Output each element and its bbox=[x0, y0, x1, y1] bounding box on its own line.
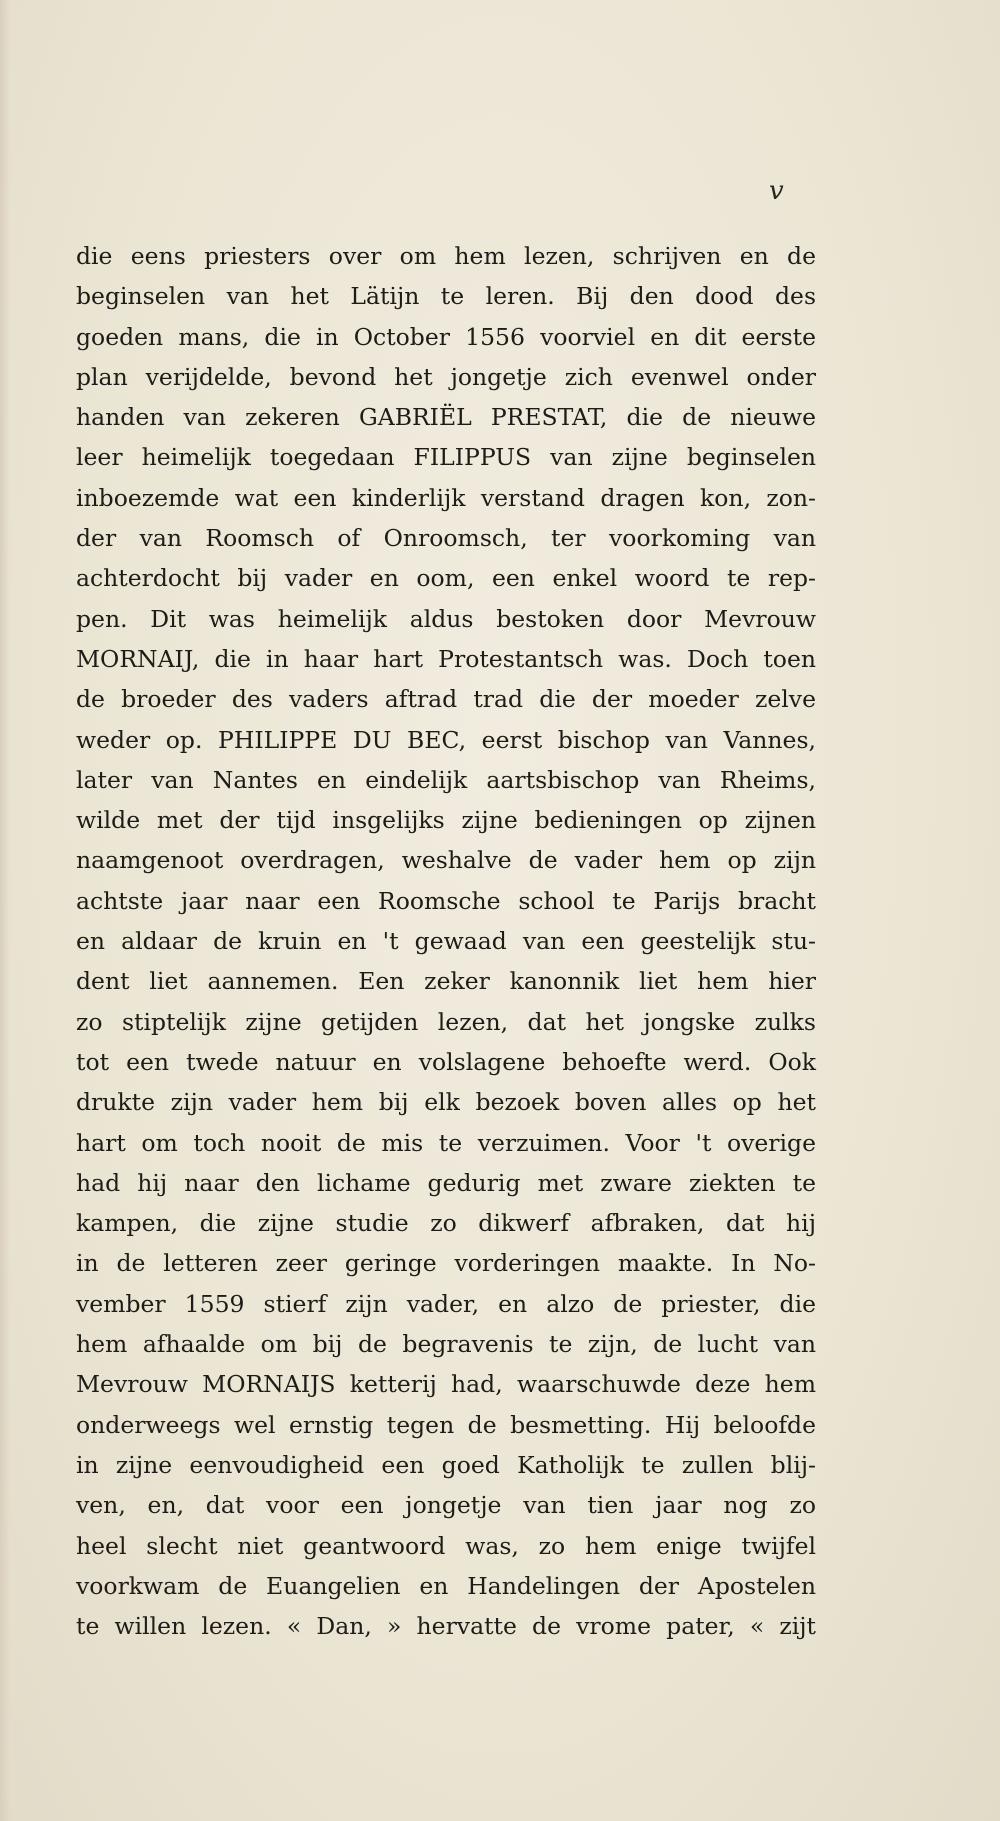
text-line: hem afhaalde om bij de begravenis te zijn, de lucht van bbox=[76, 1330, 816, 1359]
page-edge-shadow bbox=[0, 0, 10, 1821]
text-line: die eens priesters over om hem lezen, schrijven en de bbox=[76, 242, 816, 270]
text-line: beginselen van het Lätijn te leren. Bij den dood des bbox=[76, 282, 816, 311]
text-line: later van Nantes en eindelijk aartsbischop van Rheims, bbox=[76, 765, 816, 794]
text-line: vember 1559 stierf zijn vader, en alzo de priester, die bbox=[76, 1289, 816, 1318]
text-line: tot een twede natuur en volslagene behoefte werd. Ook bbox=[76, 1047, 816, 1076]
text-line: ven, en, dat voor een jongetje van tien jaar nog zo bbox=[76, 1491, 816, 1520]
text-line: plan verijdelde, bevond het jongetje zich evenwel onder bbox=[76, 362, 816, 391]
text-line: in zijne eenvoudigheid een goed Katholijk te zullen blij- bbox=[76, 1450, 816, 1479]
text-line: in de letteren zeer geringe vorderingen maakte. In No- bbox=[76, 1249, 816, 1278]
text-line: der van Roomsch of Onroomsch, ter voorkoming van bbox=[76, 524, 816, 553]
text-line: en aldaar de kruin en 't gewaad van een geestelijk stu- bbox=[76, 927, 816, 956]
text-line: pen. Dit was heimelijk aldus bestoken door Mevrouw bbox=[76, 604, 816, 633]
text-line: heel slecht niet geantwoord was, zo hem enige twijfel bbox=[76, 1531, 816, 1560]
text-line: voorkwam de Euangelien en Handelingen der Apostelen bbox=[76, 1571, 816, 1600]
text-line: MORNAIJ, die in haar hart Protestantsch was. Doch toen bbox=[76, 644, 816, 673]
body-text bbox=[76, 236, 816, 1646]
text-line: handen van zekeren GABRIËL PRESTAT, die de nieuwe bbox=[76, 403, 816, 432]
text-line: kampen, die zijne studie zo dikwerf afbraken, dat hij bbox=[76, 1209, 816, 1238]
text-line: te willen lezen. « Dan, » hervatte de vrome pater, « zijt bbox=[76, 1612, 816, 1641]
text-line: naamgenoot overdragen, weshalve de vader hem op zijn bbox=[76, 846, 816, 875]
text-line: Mevrouw MORNAIJS ketterij had, waarschuwde deze hem bbox=[76, 1370, 816, 1399]
text-line: weder op. PHILIPPE DU BEC, eerst bischop van Vannes, bbox=[76, 725, 816, 754]
text-line: onderweegs wel ernstig tegen de besmetting. Hij beloofde bbox=[76, 1410, 816, 1439]
text-line: inboezemde wat een kinderlijk verstand dragen kon, zon- bbox=[76, 483, 816, 512]
text-line: de broeder des vaders aftrad trad die der moeder zelve bbox=[76, 685, 816, 714]
text-line: dent liet aannemen. Een zeker kanonnik liet hem hier bbox=[76, 967, 816, 996]
text-line: wilde met der tijd insgelijks zijne bedieningen op zijnen bbox=[76, 806, 816, 835]
text-line: hart om toch nooit de mis te verzuimen. Voor 't overige bbox=[76, 1128, 816, 1157]
text-line: achtste jaar naar een Roomsche school te Parijs bracht bbox=[76, 886, 816, 915]
text-line: zo stiptelijk zijne getijden lezen, dat het jongske zulks bbox=[76, 1007, 816, 1036]
text-line: leer heimelijk toegedaan FILIPPUS van zijne beginselen bbox=[76, 443, 816, 472]
text-line: goeden mans, die in October 1556 voorviel en dit eerste bbox=[76, 322, 816, 351]
text-line: had hij naar den lichame gedurig met zware ziekten te bbox=[76, 1168, 816, 1197]
text-line: drukte zijn vader hem bij elk bezoek boven alles op het bbox=[76, 1088, 816, 1117]
text-line: achterdocht bij vader en oom, een enkel woord te rep- bbox=[76, 564, 816, 593]
page-number: v bbox=[769, 176, 784, 206]
